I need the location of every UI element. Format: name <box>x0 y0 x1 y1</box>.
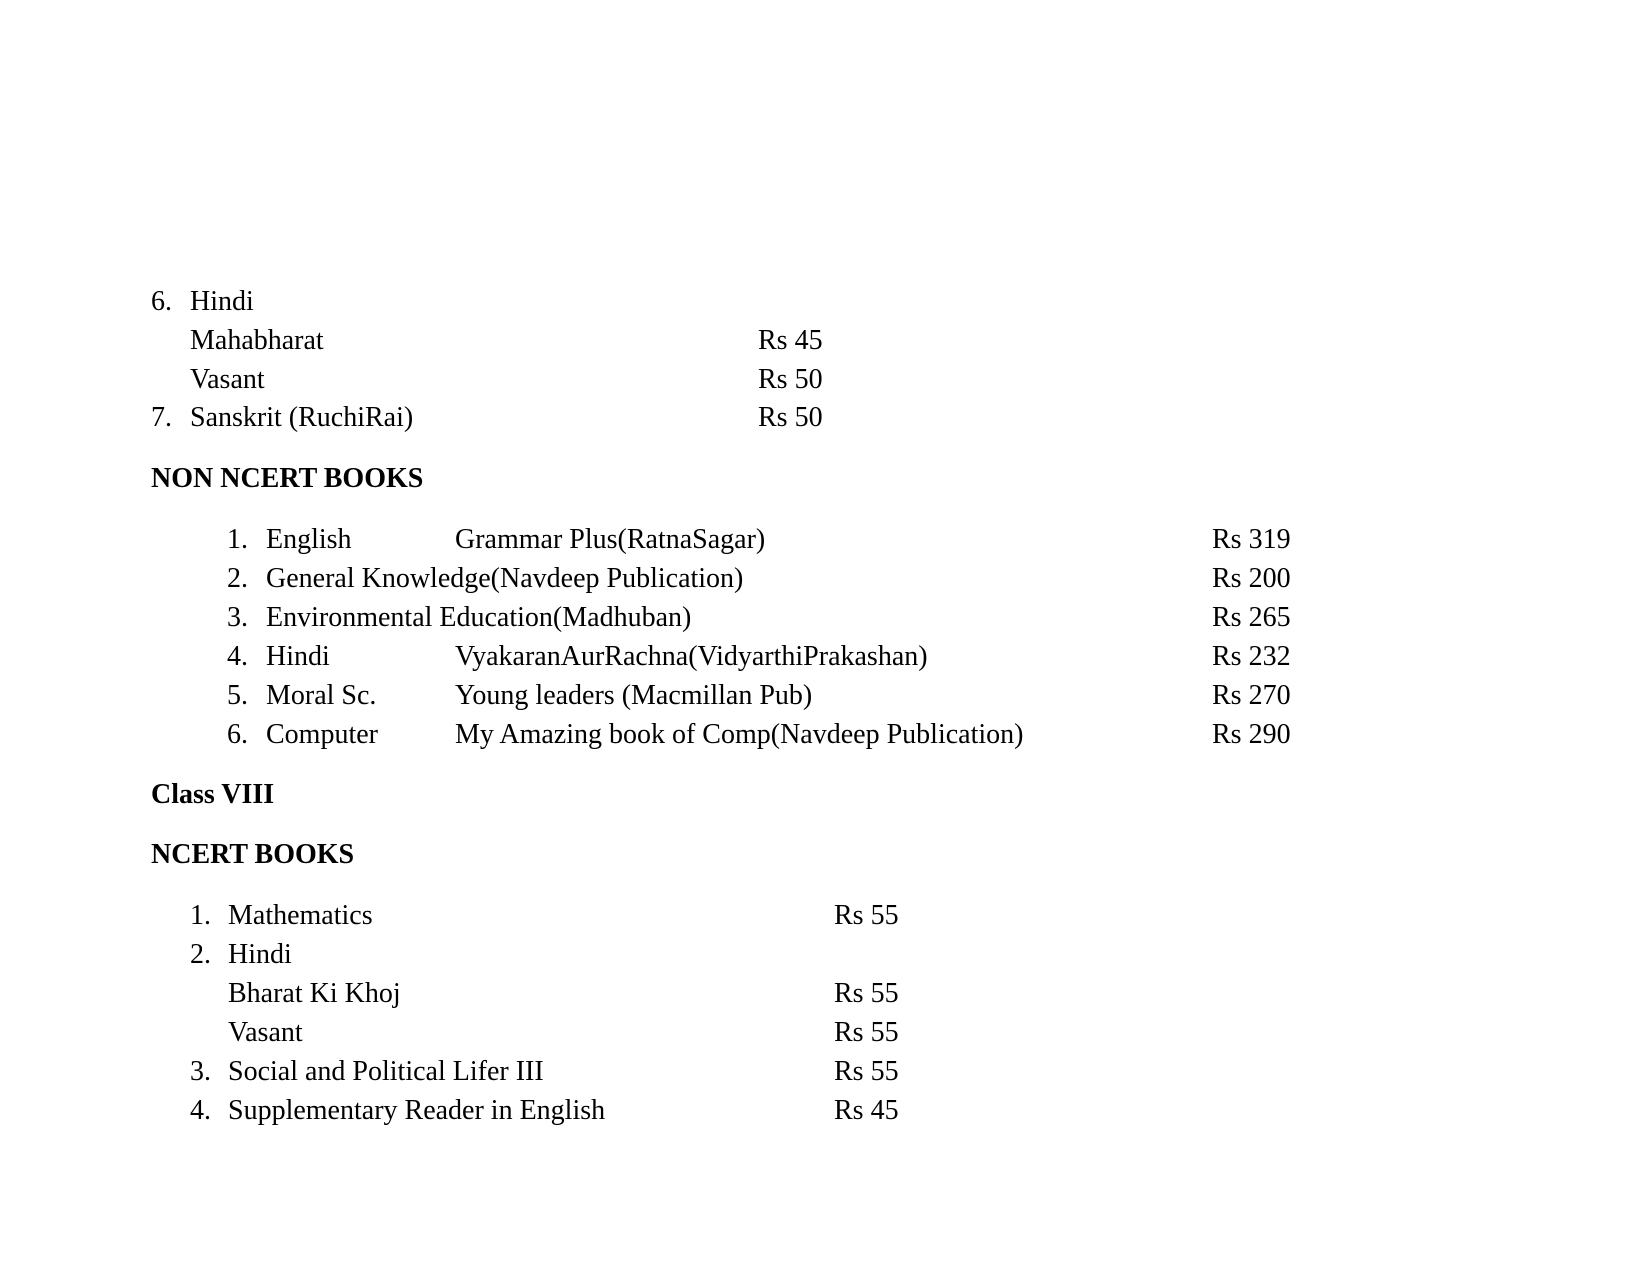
list-item-label: Social and Political Lifer III <box>228 1056 544 1087</box>
subject-label: General Knowledge(Navdeep Publication) <box>266 563 744 594</box>
price: Rs 55 <box>834 900 899 931</box>
list-item-label: Supplementary Reader in English <box>228 1095 606 1126</box>
list-item-label: Sanskrit (RuchiRai) <box>190 402 414 433</box>
list-number: 1. <box>190 900 211 931</box>
list-number: 2. <box>227 563 248 594</box>
price: Rs 55 <box>834 1017 899 1048</box>
list-item-label: Hindi <box>228 939 292 970</box>
book-title: My Amazing book of Comp(Navdeep Publication) <box>455 719 1024 750</box>
subject-label: English <box>266 524 352 555</box>
list-number: 4. <box>227 641 248 672</box>
list-number: 5. <box>227 680 248 711</box>
price: Rs 290 <box>1212 719 1291 750</box>
book-title: Grammar Plus(RatnaSagar) <box>455 524 766 555</box>
price: Rs 265 <box>1212 602 1291 633</box>
book-title: VyakaranAurRachna(VidyarthiPrakashan) <box>455 641 928 672</box>
price: Rs 45 <box>758 325 823 356</box>
list-number: 3. <box>227 602 248 633</box>
subject-label: Computer <box>266 719 378 750</box>
list-item-label: Mathematics <box>228 900 373 931</box>
book-title: Young leaders (Macmillan Pub) <box>455 680 813 711</box>
subject-label: Environmental Education(Madhuban) <box>266 602 692 633</box>
list-number: 4. <box>190 1095 211 1126</box>
price: Rs 200 <box>1212 563 1291 594</box>
subject-label: Hindi <box>266 641 330 672</box>
list-number: 7. <box>151 402 172 433</box>
section-heading: NON NCERT BOOKS <box>151 463 424 494</box>
list-number: 3. <box>190 1056 211 1087</box>
list-number: 1. <box>227 524 248 555</box>
price: Rs 319 <box>1212 524 1291 555</box>
list-number: 6. <box>151 286 172 317</box>
class-heading: Class VIII <box>151 779 275 810</box>
price: Rs 55 <box>834 978 899 1009</box>
price: Rs 270 <box>1212 680 1291 711</box>
section-heading: NCERT BOOKS <box>151 839 355 870</box>
price: Rs 232 <box>1212 641 1291 672</box>
subject-label: Moral Sc. <box>266 680 377 711</box>
list-number: 2. <box>190 939 211 970</box>
sub-item-label: Bharat Ki Khoj <box>228 978 401 1009</box>
price: Rs 50 <box>758 402 823 433</box>
list-item-label: Hindi <box>190 286 254 317</box>
sub-item-label: Mahabharat <box>190 325 324 356</box>
price: Rs 55 <box>834 1056 899 1087</box>
sub-item-label: Vasant <box>228 1017 303 1048</box>
sub-item-label: Vasant <box>190 364 265 395</box>
price: Rs 50 <box>758 364 823 395</box>
list-number: 6. <box>227 719 248 750</box>
price: Rs 45 <box>834 1095 899 1126</box>
